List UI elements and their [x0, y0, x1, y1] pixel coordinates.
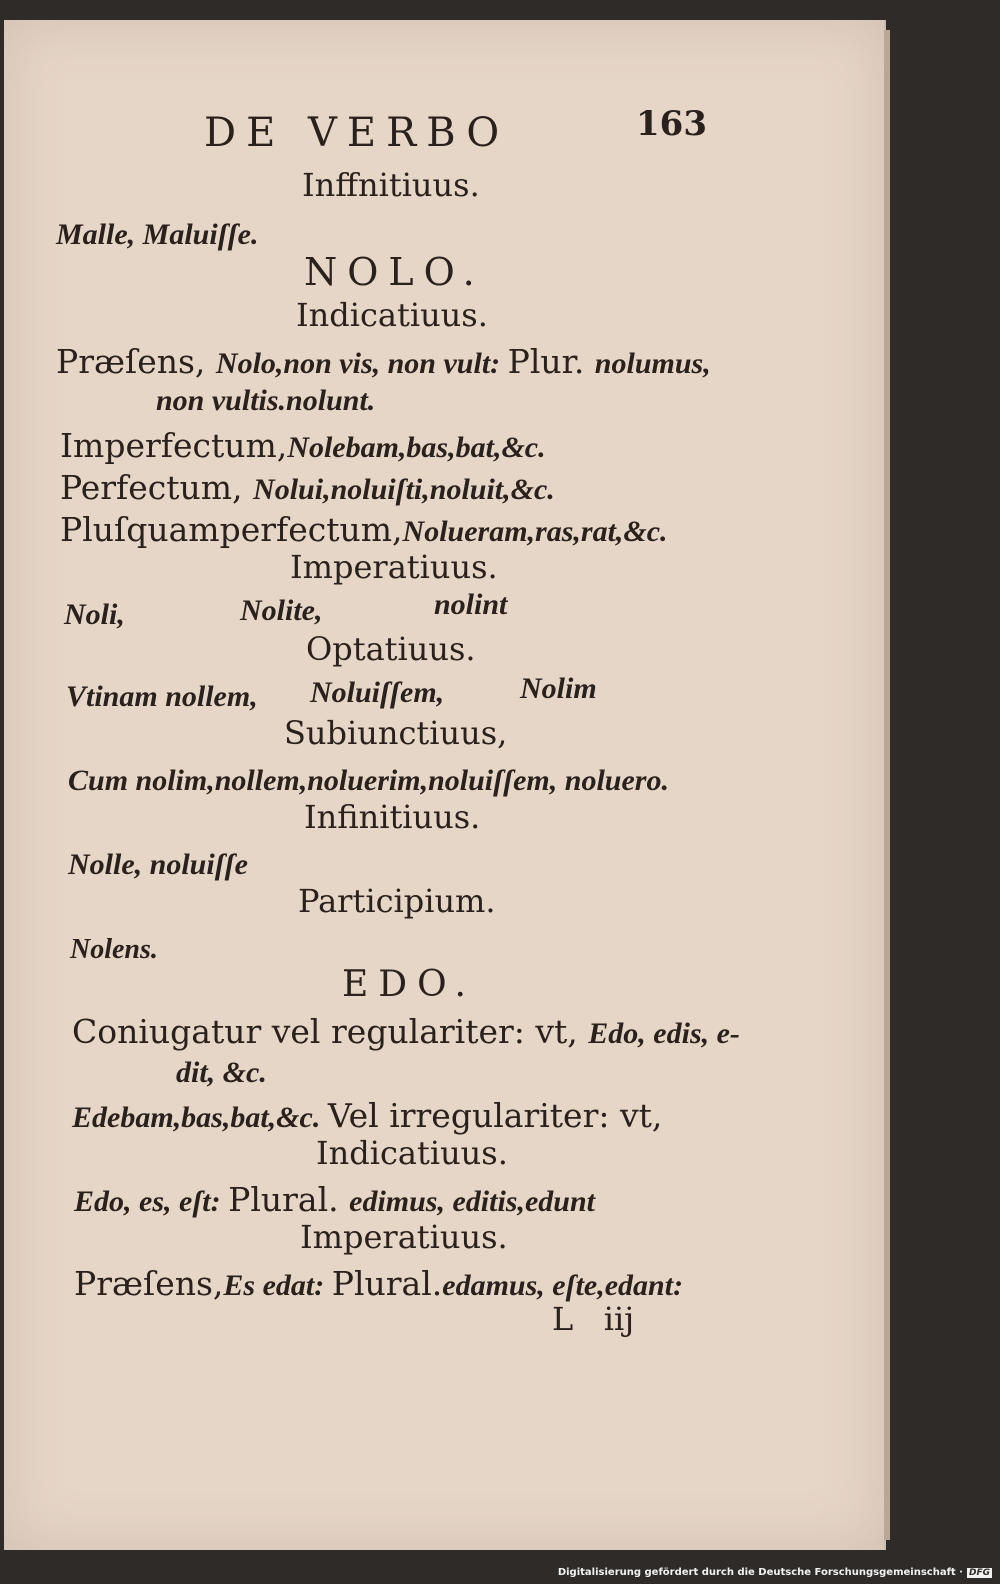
verb-form: Nolim: [520, 672, 597, 705]
tense-label: Perfectum,: [60, 468, 254, 507]
verb-form-line: Nolle, noluiſſe: [68, 848, 248, 881]
conjugation-line: [74, 1180, 595, 1219]
number-label: Plural.: [228, 1180, 350, 1219]
verb-form-line: Malle, Maluiſſe.: [56, 218, 259, 251]
verb-forms: Nolueram,ras,rat,&c.: [402, 515, 668, 548]
description-text: Vel irregulariter: vt,: [327, 1096, 663, 1135]
verb-form: Noli,: [64, 598, 125, 631]
verb-forms: edimus, editis,edunt: [349, 1185, 595, 1218]
verb-forms: Edo, es, eſt:: [74, 1185, 229, 1218]
conjugation-line: [74, 1264, 683, 1303]
section-heading: Imperatiuus.: [290, 548, 498, 586]
credit-text: Digitalisierung gefördert durch die Deutsche Forschungsgemeinschaft ·: [557, 1567, 963, 1578]
conjugation-line: [72, 1012, 740, 1051]
verb-forms: Nolui,noluiſti,noluit,&c.: [253, 473, 555, 506]
tense-label: Præſens,: [74, 1264, 224, 1303]
description-text: Coniugatur vel regulariter: vt,: [72, 1012, 589, 1051]
verb-forms: Es edat:: [223, 1269, 332, 1302]
conjugation-line: [72, 1096, 662, 1135]
verb-form: Noluiſſem,: [310, 676, 445, 709]
verb-heading: NOLO.: [304, 250, 485, 294]
verb-forms: Nolebam,bas,bat,&c.: [287, 431, 546, 464]
verb-form: Vtinam nollem,: [66, 680, 258, 713]
verb-form-line: non vultis.nolunt.: [156, 384, 376, 417]
digitization-credit: [558, 1567, 992, 1578]
verb-heading: EDO.: [342, 964, 476, 1005]
conjugation-line: [60, 510, 668, 549]
signature-mark: L iij: [552, 1300, 635, 1338]
number-label: Plur.: [507, 342, 595, 381]
section-heading: Indicatiuus.: [296, 296, 488, 334]
section-heading: Subiunctiuus,: [284, 714, 508, 752]
verb-forms: nolumus,: [594, 347, 711, 380]
conjugation-line: [60, 468, 555, 507]
dfg-logo: DFG: [968, 1568, 990, 1578]
verb-form-line: Cum nolim,nollem,noluerim,noluiſſem, noluero.: [68, 764, 669, 797]
verb-form-line: dit, &c.: [176, 1056, 267, 1089]
verb-forms: Nolo,non vis, non vult:: [215, 347, 508, 380]
section-heading: Optatiuus.: [306, 630, 476, 668]
section-heading: Indicatiuus.: [316, 1134, 508, 1172]
verb-form: Nolite,: [240, 594, 323, 627]
section-heading: Infinitiuus.: [304, 798, 481, 836]
conjugation-line: [60, 426, 546, 465]
conjugation-line: [56, 342, 711, 381]
verb-forms: Edebam,bas,bat,&c.: [72, 1101, 328, 1134]
verb-form-line: Nolens.: [70, 934, 158, 965]
section-heading: Imperatiuus.: [300, 1218, 508, 1256]
verb-form: nolint: [434, 588, 508, 621]
number-label: Plural.: [331, 1264, 443, 1303]
tense-label: Præſens,: [56, 342, 216, 381]
running-title: DE VERBO: [204, 110, 510, 156]
tense-label: Pluſquamperfectum,: [60, 510, 403, 549]
section-heading: Participium.: [298, 882, 496, 920]
verb-forms: Edo, edis, e-: [588, 1017, 740, 1050]
verb-forms: edamus, eſte,edant:: [442, 1269, 684, 1302]
page-edge: [884, 30, 890, 1540]
page-number: 163: [636, 104, 707, 144]
section-heading: Inffnitiuus.: [302, 166, 480, 204]
tense-label: Imperfectum,: [60, 426, 288, 465]
book-page: [4, 20, 886, 1550]
